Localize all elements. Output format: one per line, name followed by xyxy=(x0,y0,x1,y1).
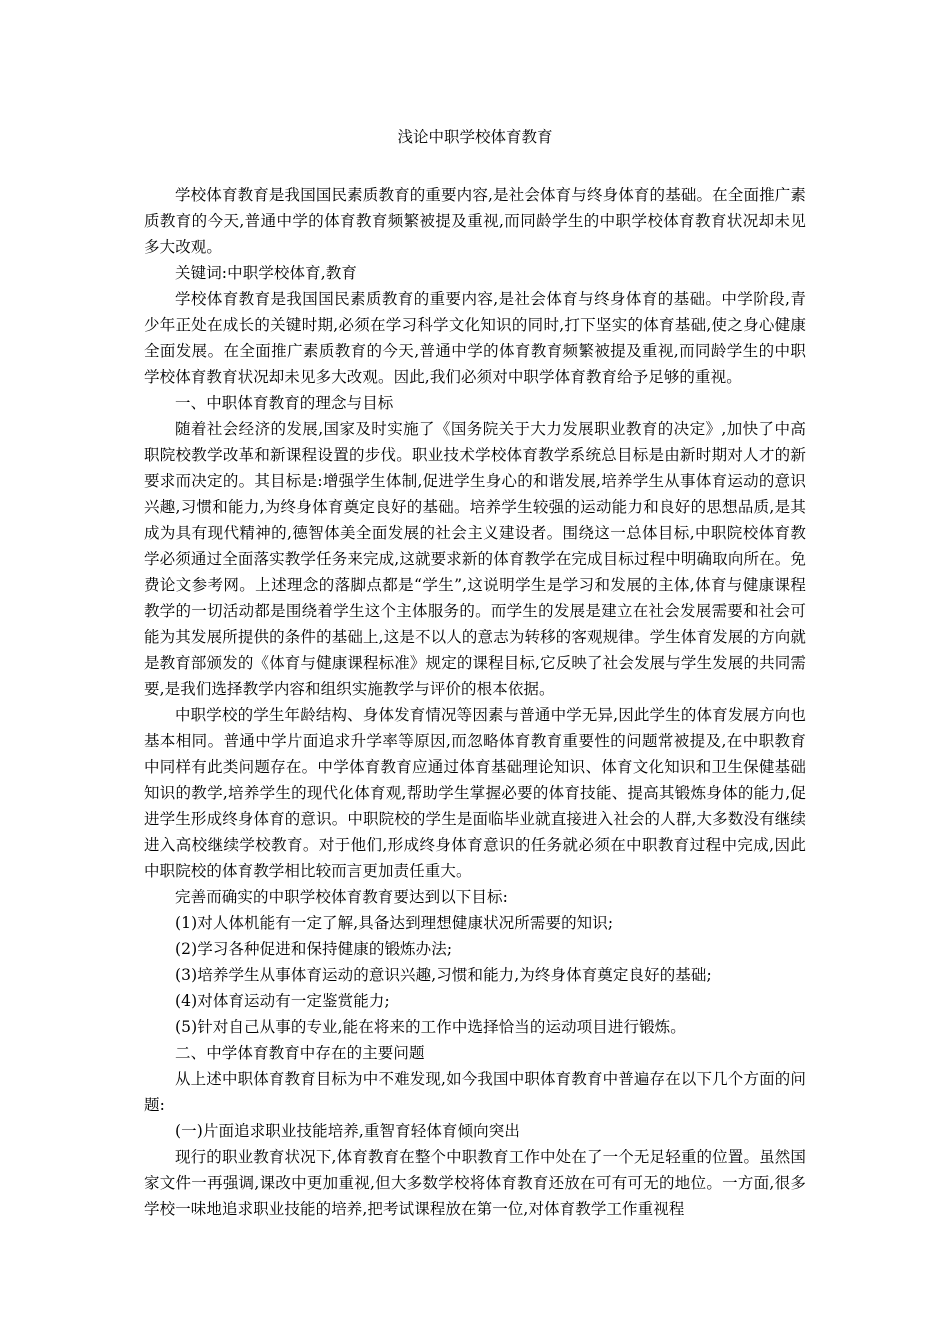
body-paragraph: 随着社会经济的发展,国家及时实施了《国务院关于大力发展职业教育的决定》,加快了中高职院校教学改革和新课程设置的步伐。职业技术学校体育教学系统总目标是由新时期对人才的新要求而决定的。其目标是:增强学生体制,促进学生身心的和谐发展,培养学生从事体育运动的意识兴趣,习惯和能力,为终身体育奠定良好的基础。培养学生较强的运动能力和良好的思想品质,是其成为具有现代精神的,德智体美全面发展的社会主义建设者。围绕这一总体目标,中职院校体育教学必须通过全面落实教学任务来完成,这就要求新的体育教学在完成目标过程中明确取向所在。免费论文参考网。上述理念的落脚点都是“学生”,这说明学生是学习和发展的主体,体育与健康课程教学的一切活动都是围绕着学生这个主体服务的。而学生的发展是建立在社会发展需要和社会可能为其发展所提供的条件的基础上,这是不以人的意志为转移的客观规律。学生体育发展的方向就是教育部颁发的《体育与健康课程标准》规定的课程目标,它反映了社会发展与学生发展的共同需要,是我们选择教学内容和组织实施教学与评价的根本依据。 xyxy=(144,420,806,698)
list-item: (5)针对自己从事的专业,能在将来的工作中选择恰当的运动项目进行锻炼。 xyxy=(175,1018,686,1036)
body-paragraph: 现行的职业教育状况下,体育教育在整个中职教育工作中处在了一个无足轻重的位置。虽然国家文件一再强调,课改中更加重视,但大多数学校将体育教育还放在可有可无的地位。一方面,很多学校一味地追求职业技能的培养,把考试课程放在第一位,对体育教学工作重视程 xyxy=(144,1148,806,1218)
body-paragraph: 完善而确实的中职学校体育教育要达到以下目标: xyxy=(175,888,508,906)
list-item: (4)对体育运动有一定鉴赏能力; xyxy=(175,992,390,1010)
abstract-paragraph: 学校体育教育是我国国民素质教育的重要内容,是社会体育与终身体育的基础。在全面推广素质教育的今天,普通中学的体育教育频繁被提及重视,而同龄学生的中职学校体育教育状况却未见多大改观。 xyxy=(144,186,806,256)
document-page xyxy=(144,124,806,1222)
document-title: 浅论中职学校体育教育 xyxy=(397,128,553,146)
body-paragraph: 学校体育教育是我国国民素质教育的重要内容,是社会体育与终身体育的基础。中学阶段,青少年正处在成长的关键时期,必须在学习科学文化知识的同时,打下坚实的体育基础,使之身心健康全面发展。在全面推广素质教育的今天,普通中学的体育教育频繁被提及重视,而同龄学生的中职学校体育教育状况却未见多大改观。因此,我们必须对中职学体育教育给予足够的重视。 xyxy=(144,290,806,386)
body-paragraph: 从上述中职体育教育目标为中不难发现,如今我国中职体育教育中普遍存在以下几个方面的问题: xyxy=(144,1070,806,1114)
keywords-line: 关键词:中职学校体育,教育 xyxy=(175,264,357,282)
body-paragraph: 中职学校的学生年龄结构、身体发育情况等因素与普通中学无异,因此学生的体育发展方向也基本相同。普通中学片面追求升学率等原因,而忽略体育教育重要性的问题常被提及,在中职教育中同样有此类问题存在。中学体育教育应通过体育基础理论知识、体育文化知识和卫生保健基础知识的教学,培养学生的现代化体育观,帮助学生掌握必要的体育技能、提高其锻炼身体的能力,促进学生形成终身体育的意识。中职院校的学生是面临毕业就直接进入社会的人群,大多数没有继续进入高校继续学校教育。对于他们,形成终身体育意识的任务就必须在中职教育过程中完成,因此中职院校的体育教学相比较而言更加责任重大。 xyxy=(144,706,806,880)
subsection-heading: (一)片面追求职业技能培养,重智育轻体育倾向突出 xyxy=(175,1122,520,1140)
list-item: (3)培养学生从事体育运动的意识兴趣,习惯和能力,为终身体育奠定良好的基础; xyxy=(175,966,712,984)
list-item: (1)对人体机能有一定了解,具备达到理想健康状况所需要的知识; xyxy=(175,914,614,932)
section-heading: 二、中学体育教育中存在的主要问题 xyxy=(175,1044,425,1062)
list-item: (2)学习各种促进和保持健康的锻炼办法; xyxy=(175,940,453,958)
section-heading: 一、中职体育教育的理念与目标 xyxy=(175,394,394,412)
